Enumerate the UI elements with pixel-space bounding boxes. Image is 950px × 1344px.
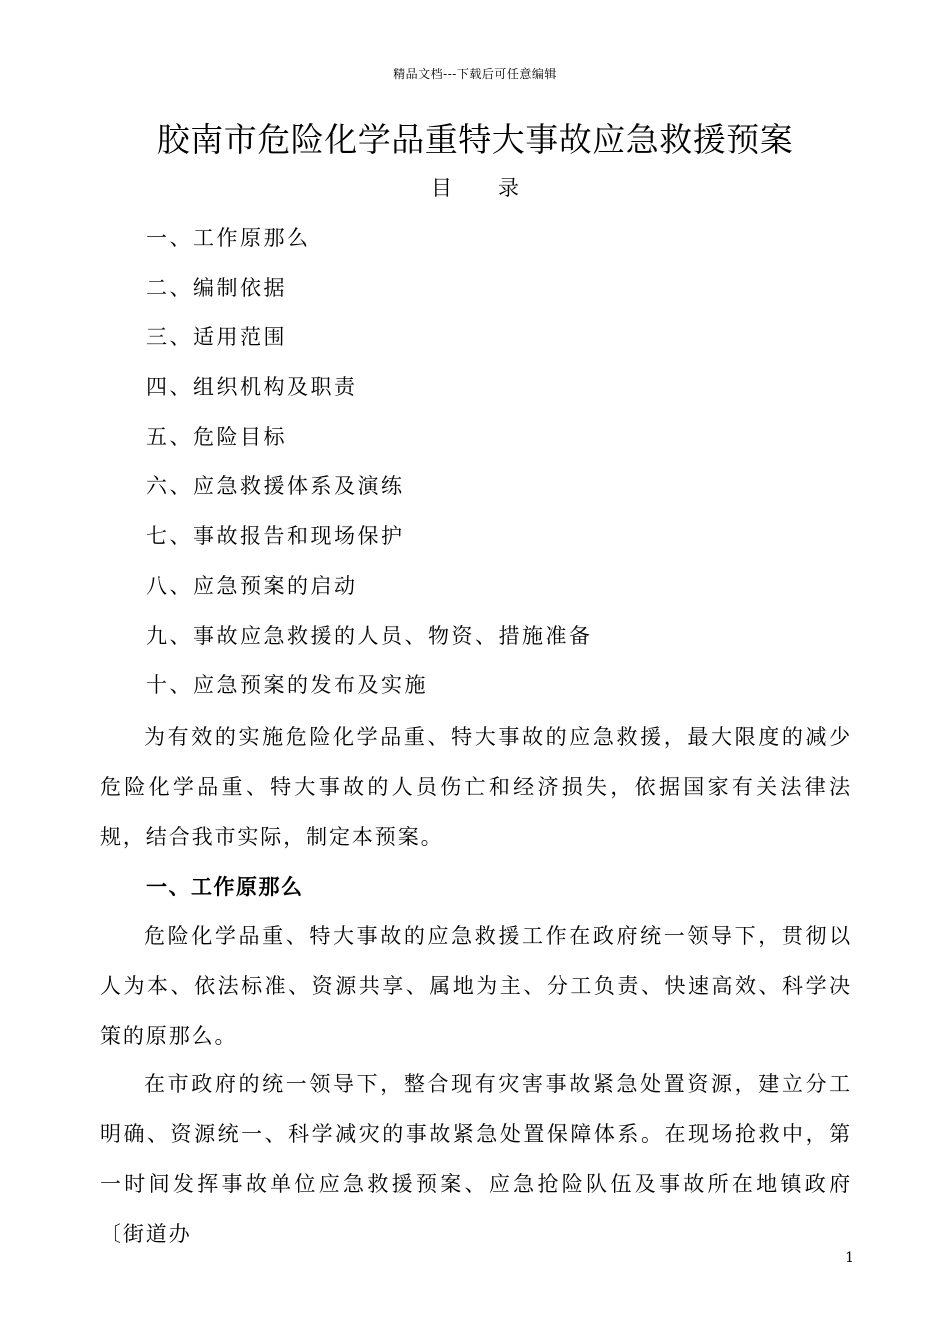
toc-item: 二、编制依据: [146, 275, 287, 300]
toc-heading-right: 录: [498, 176, 519, 200]
page-number: 1: [845, 1250, 854, 1266]
toc-item: 四、组织机构及职责: [146, 375, 358, 400]
body-paragraph: 危险化学品重、特大事故的应急救援工作在政府统一领导下，贯彻以人为本、依法标准、资源共享、属地为主、分工负责、快速高效、科学决策的原那么。: [100, 924, 852, 1048]
document-title: 胶南市危险化学品重特大事故应急救援预案: [156, 120, 794, 159]
section-heading-principles: 一、工作原那么: [146, 875, 304, 899]
toc-item: 八、应急预案的启动: [146, 573, 358, 598]
page-header: 精品文档---下载后可任意编辑: [393, 67, 557, 81]
toc-item: 三、适用范围: [146, 325, 287, 350]
toc-item: 七、事故报告和现场保护: [146, 524, 405, 549]
table-of-contents: [146, 222, 593, 719]
intro-paragraph: 为有效的实施危险化学品重、特大事故的应急救援，最大限度的减少危险化学品重、特大事故的人员伤亡和经济损失，依据国家有关法律法规，结合我市实际，制定本预案。: [100, 725, 852, 849]
toc-heading: [0, 174, 950, 202]
toc-item: 五、危险目标: [146, 424, 287, 449]
toc-item: 一、工作原那么: [146, 226, 311, 250]
toc-heading-left: 目: [431, 176, 452, 200]
toc-item: 十、应急预案的发布及实施: [146, 673, 428, 698]
toc-item: 九、事故应急救援的人员、物资、措施准备: [146, 623, 593, 648]
body-paragraph: 在市政府的统一领导下，整合现有灾害事故紧急处置资源，建立分工明确、资源统一、科学减灾的事故紧急处置保障体系。在现场抢救中，第一时间发挥事故单位应急救援预案、应急抢险队伍及事故所在地镇政府〔街道办: [100, 1072, 852, 1246]
toc-item: 六、应急救援体系及演练: [146, 474, 405, 499]
